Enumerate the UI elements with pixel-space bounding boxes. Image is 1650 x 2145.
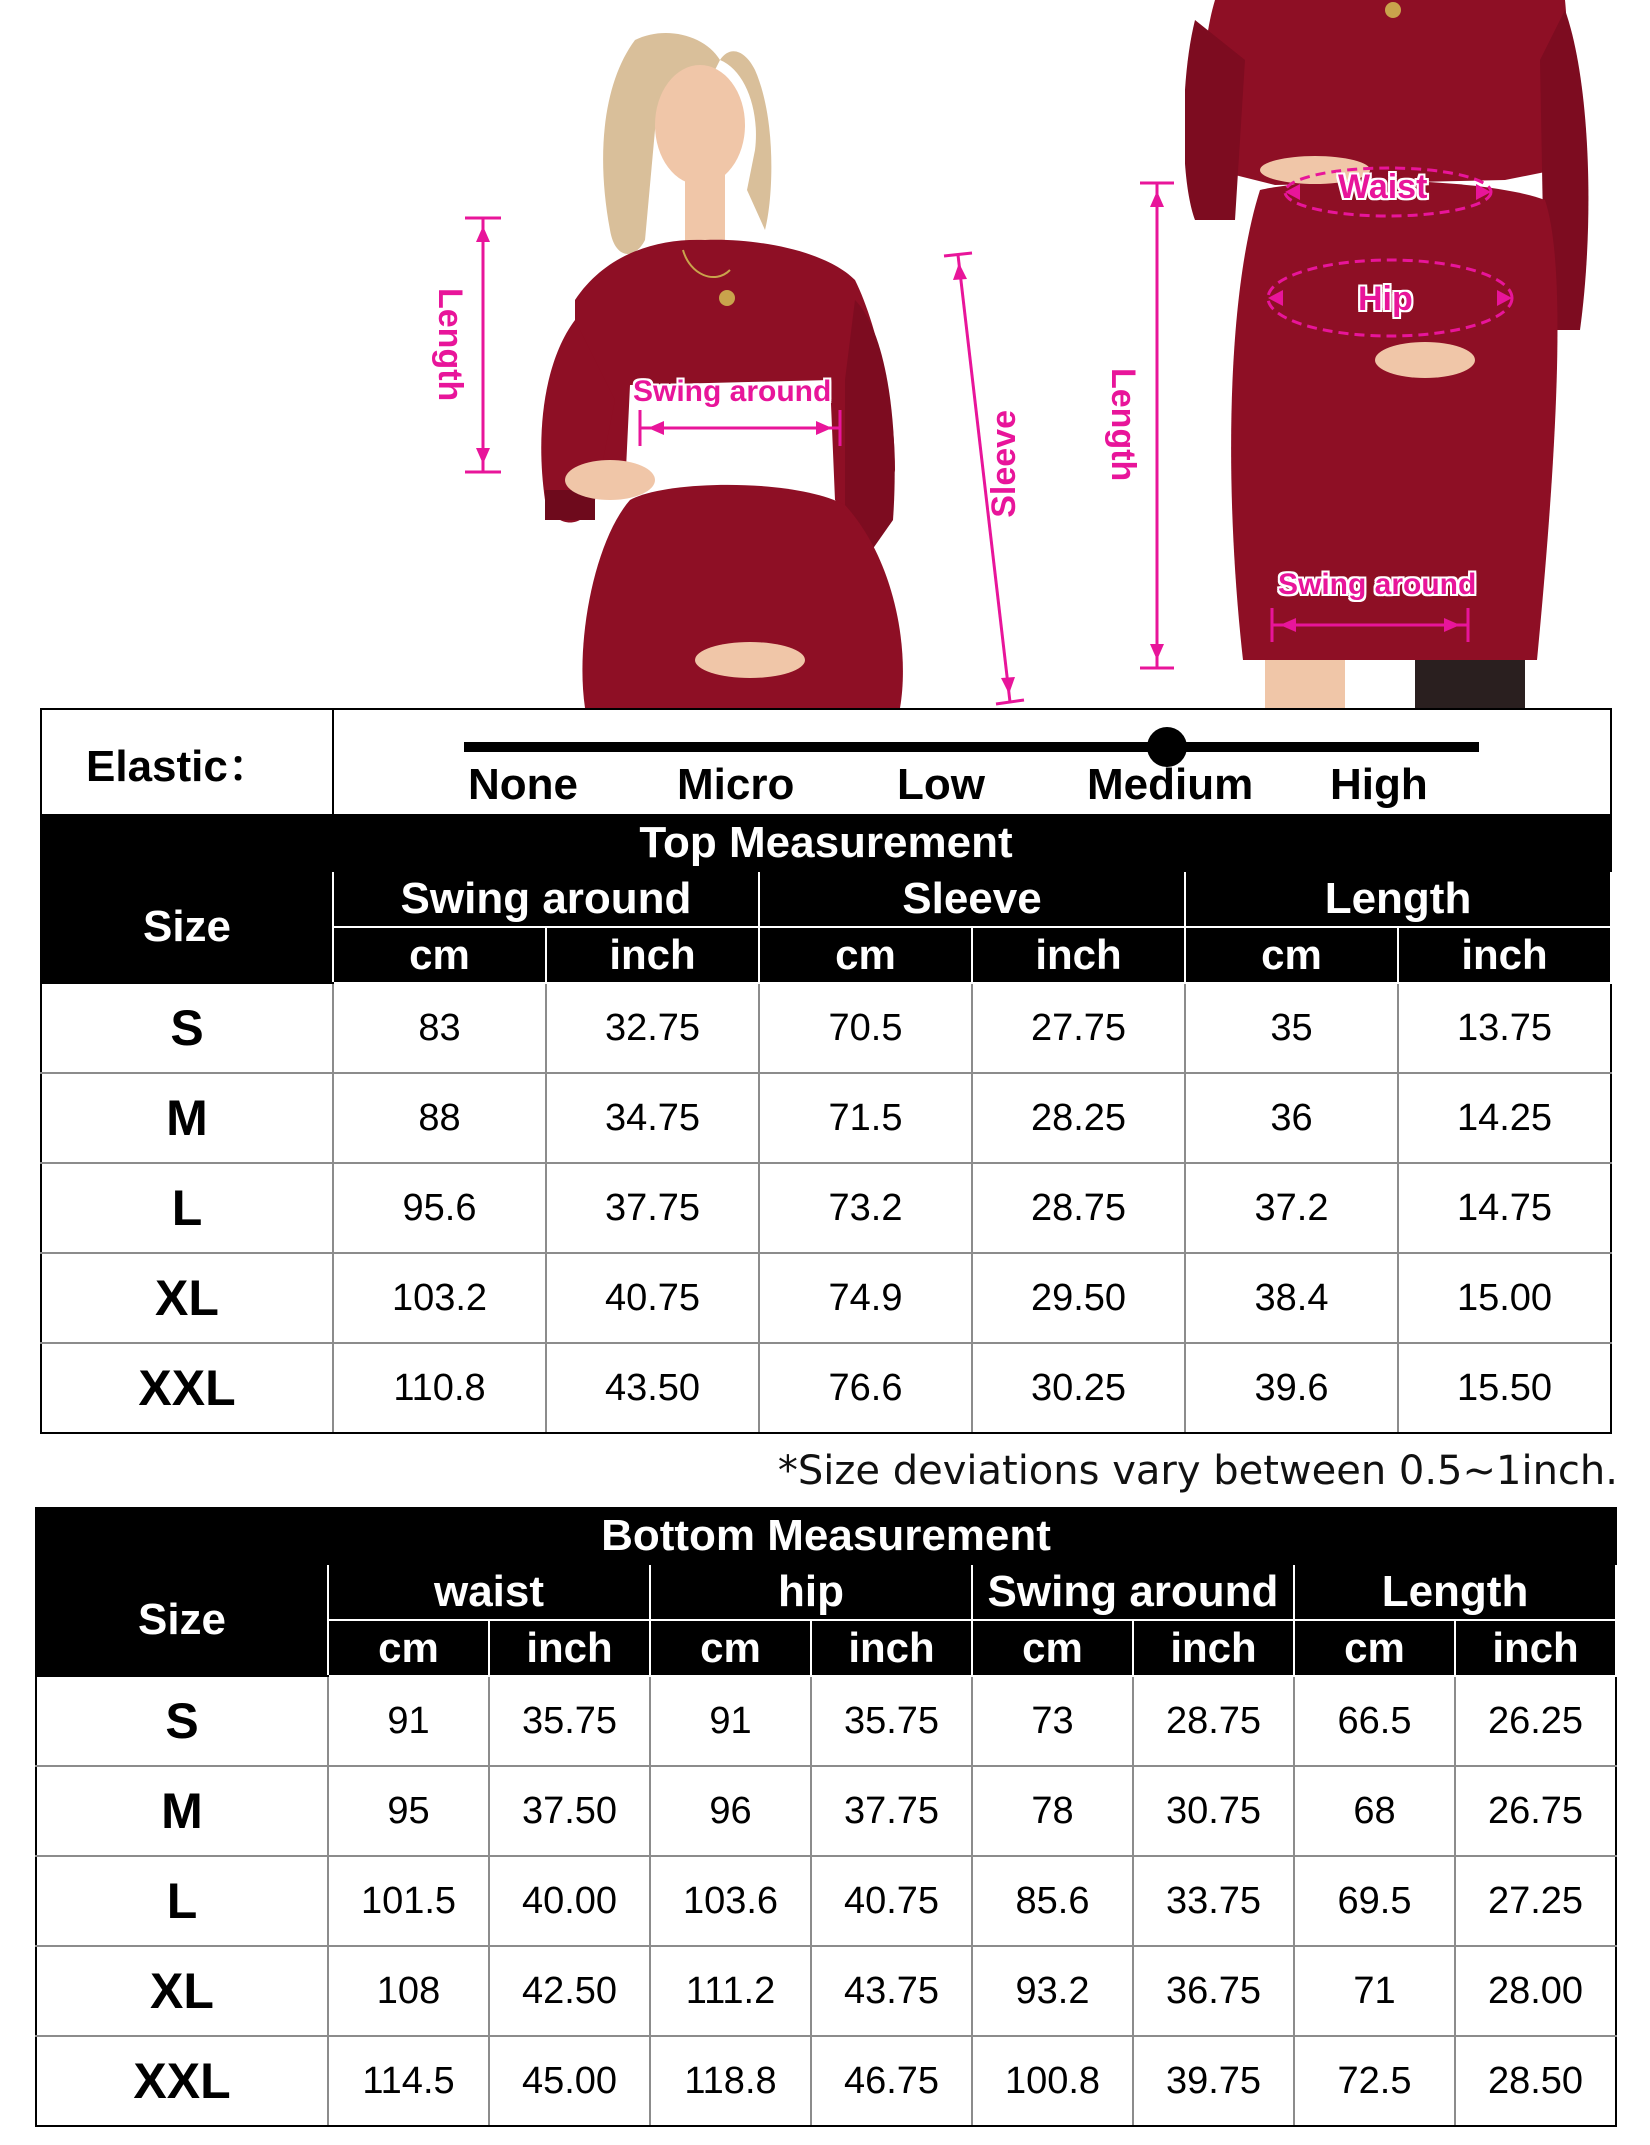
measurement-cell: 27.25 — [1455, 1856, 1616, 1946]
size-cell: XL — [41, 1253, 333, 1343]
measurement-cell: 26.25 — [1455, 1676, 1616, 1766]
measurement-cell: 74.9 — [759, 1253, 972, 1343]
bottom-table-title: Bottom Measurement — [36, 1508, 1616, 1564]
bottom-group-hip: hip — [650, 1564, 972, 1620]
elastic-scale-bar — [464, 742, 1479, 752]
table-row — [36, 1676, 1616, 1766]
elastic-label: Elastic： — [41, 709, 333, 815]
measurement-cell: 28.75 — [1133, 1676, 1294, 1766]
table-row — [41, 983, 1611, 1073]
measurement-cell: 83 — [333, 983, 546, 1073]
table-row — [41, 1163, 1611, 1253]
size-cell: XL — [36, 1946, 328, 2036]
measurement-cell: 30.25 — [972, 1343, 1185, 1433]
table-row — [36, 1856, 1616, 1946]
sleeve-annotation: Sleeve — [985, 410, 1023, 518]
bottom-size-header: Size — [36, 1564, 328, 1676]
measurement-cell: 33.75 — [1133, 1856, 1294, 1946]
measurement-cell: 93.2 — [972, 1946, 1133, 2036]
measurement-cell: 76.6 — [759, 1343, 972, 1433]
measurement-cell: 103.2 — [333, 1253, 546, 1343]
measurement-cell: 37.50 — [489, 1766, 650, 1856]
measurement-cell: 40.75 — [546, 1253, 759, 1343]
unit-header: inch — [489, 1620, 650, 1676]
hip-annotation: Hip — [1358, 280, 1413, 318]
measurement-cell: 78 — [972, 1766, 1133, 1856]
top-size-header: Size — [41, 871, 333, 983]
top-group-length: Length — [1185, 871, 1611, 927]
measurement-cell: 40.75 — [811, 1856, 972, 1946]
measurement-cell: 88 — [333, 1073, 546, 1163]
top-group-sleeve: Sleeve — [759, 871, 1185, 927]
size-deviation-note: *Size deviations vary between 0.5~1inch. — [777, 1448, 1618, 1494]
top-measurement-table — [40, 708, 1612, 1434]
table-row — [36, 1766, 1616, 1856]
measurement-cell: 35.75 — [489, 1676, 650, 1766]
measurement-cell: 103.6 — [650, 1856, 811, 1946]
measurement-cell: 29.50 — [972, 1253, 1185, 1343]
measurement-cell: 43.75 — [811, 1946, 972, 2036]
top-group-swing-around: Swing around — [333, 871, 759, 927]
measurement-cell: 73 — [972, 1676, 1133, 1766]
swing-around-annotation-bottom: Swing around — [1278, 568, 1477, 601]
top-table-title: Top Measurement — [41, 815, 1611, 871]
measurement-cell: 66.5 — [1294, 1676, 1455, 1766]
measurement-cell: 39.6 — [1185, 1343, 1398, 1433]
measurement-cell: 28.50 — [1455, 2036, 1616, 2126]
measurement-cell: 28.00 — [1455, 1946, 1616, 2036]
unit-header: inch — [1133, 1620, 1294, 1676]
measurement-cell: 14.25 — [1398, 1073, 1611, 1163]
elastic-row — [41, 709, 1611, 815]
elastic-level-medium: Medium — [1087, 760, 1254, 809]
swing-around-annotation-top: Swing around — [633, 375, 832, 408]
unit-header: cm — [328, 1620, 489, 1676]
size-cell: M — [41, 1073, 333, 1163]
measurement-cell: 14.75 — [1398, 1163, 1611, 1253]
measurement-cell: 37.75 — [546, 1163, 759, 1253]
measurement-cell: 110.8 — [333, 1343, 546, 1433]
measurement-cell: 95.6 — [333, 1163, 546, 1253]
table-row — [36, 1946, 1616, 2036]
measurement-cell: 91 — [650, 1676, 811, 1766]
measurement-cell: 101.5 — [328, 1856, 489, 1946]
elastic-level-micro: Micro — [677, 760, 795, 809]
measurement-cell: 100.8 — [972, 2036, 1133, 2126]
size-cell: XXL — [41, 1343, 333, 1433]
bottom-group-swing-around: Swing around — [972, 1564, 1294, 1620]
size-cell: M — [36, 1766, 328, 1856]
measurement-cell: 39.75 — [1133, 2036, 1294, 2126]
measurement-cell: 34.75 — [546, 1073, 759, 1163]
measurement-cell: 13.75 — [1398, 983, 1611, 1073]
measurement-cell: 73.2 — [759, 1163, 972, 1253]
unit-header: cm — [972, 1620, 1133, 1676]
unit-header: cm — [1185, 927, 1398, 983]
unit-header: inch — [811, 1620, 972, 1676]
unit-header: cm — [1294, 1620, 1455, 1676]
bottom-measurement-table — [35, 1507, 1617, 2127]
size-cell: S — [36, 1676, 328, 1766]
measurement-cell: 85.6 — [972, 1856, 1133, 1946]
elastic-level-high: High — [1330, 760, 1428, 809]
measurement-cell: 68 — [1294, 1766, 1455, 1856]
measurement-cell: 30.75 — [1133, 1766, 1294, 1856]
unit-header: inch — [1398, 927, 1611, 983]
measurement-cell: 27.75 — [972, 983, 1185, 1073]
unit-header: inch — [972, 927, 1185, 983]
measurement-cell: 15.00 — [1398, 1253, 1611, 1343]
measurement-cell: 38.4 — [1185, 1253, 1398, 1343]
measurement-cell: 70.5 — [759, 983, 972, 1073]
elastic-level-none: None — [468, 760, 578, 809]
measurement-cell: 35.75 — [811, 1676, 972, 1766]
unit-header: inch — [1455, 1620, 1616, 1676]
measurement-cell: 35 — [1185, 983, 1398, 1073]
unit-header: cm — [650, 1620, 811, 1676]
measurement-cell: 91 — [328, 1676, 489, 1766]
elastic-levels — [464, 760, 1479, 810]
size-cell: XXL — [36, 2036, 328, 2126]
measurement-cell: 28.75 — [972, 1163, 1185, 1253]
table-row — [41, 1343, 1611, 1433]
size-cell: L — [36, 1856, 328, 1946]
elastic-level-low: Low — [897, 760, 985, 809]
measurement-cell: 43.50 — [546, 1343, 759, 1433]
length-annotation-bottom: Length — [1104, 368, 1142, 482]
measurement-cell: 95 — [328, 1766, 489, 1856]
measurement-cell: 96 — [650, 1766, 811, 1856]
measurement-cell: 108 — [328, 1946, 489, 2036]
measurement-cell: 36 — [1185, 1073, 1398, 1163]
table-row — [41, 1073, 1611, 1163]
elastic-scale — [333, 709, 1611, 815]
measurement-cell: 32.75 — [546, 983, 759, 1073]
measurement-cell: 118.8 — [650, 2036, 811, 2126]
measurement-cell: 37.75 — [811, 1766, 972, 1856]
measurement-cell: 42.50 — [489, 1946, 650, 2036]
measurement-cell: 40.00 — [489, 1856, 650, 1946]
measurement-cell: 15.50 — [1398, 1343, 1611, 1433]
measurement-cell: 36.75 — [1133, 1946, 1294, 2036]
bottom-group-length: Length — [1294, 1564, 1616, 1620]
measurement-cell: 111.2 — [650, 1946, 811, 2036]
measurement-cell: 71.5 — [759, 1073, 972, 1163]
measurement-cell: 46.75 — [811, 2036, 972, 2126]
measurement-cell: 26.75 — [1455, 1766, 1616, 1856]
measurement-cell: 45.00 — [489, 2036, 650, 2126]
unit-header: inch — [546, 927, 759, 983]
measurement-cell: 114.5 — [328, 2036, 489, 2126]
size-cell: L — [41, 1163, 333, 1253]
measurement-cell: 71 — [1294, 1946, 1455, 2036]
size-cell: S — [41, 983, 333, 1073]
measurement-cell: 37.2 — [1185, 1163, 1398, 1253]
table-row — [36, 2036, 1616, 2126]
measurement-cell: 69.5 — [1294, 1856, 1455, 1946]
table-row — [41, 1253, 1611, 1343]
waist-annotation: Waist — [1338, 168, 1428, 206]
unit-header: cm — [333, 927, 546, 983]
unit-header: cm — [759, 927, 972, 983]
measurement-cell: 28.25 — [972, 1073, 1185, 1163]
length-annotation-top: Length — [431, 288, 469, 402]
bottom-group-waist: waist — [328, 1564, 650, 1620]
measurement-cell: 72.5 — [1294, 2036, 1455, 2126]
